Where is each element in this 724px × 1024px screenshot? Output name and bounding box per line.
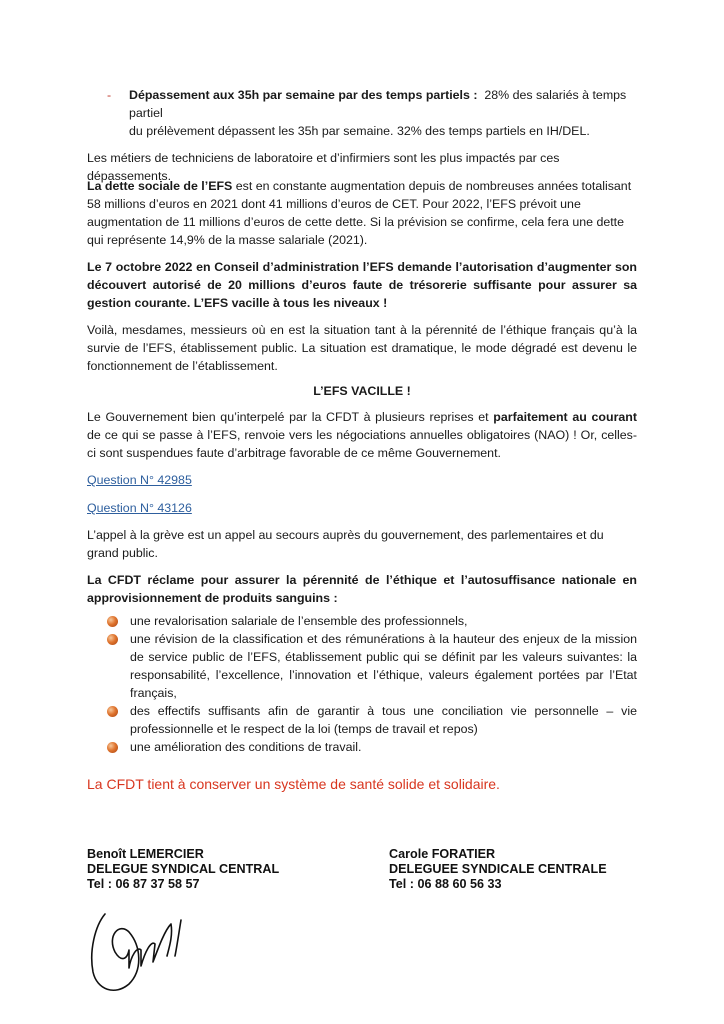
paragraph-metiers: Les métiers de techniciens de laboratoire et d’infirmiers sont les plus impactés par ces dépassements. [87, 151, 560, 183]
list-item [105, 702, 637, 738]
link-question-42985-wrap [87, 471, 637, 489]
signatory-right-tel: Tel : 06 88 60 56 33 [389, 877, 502, 891]
paragraph-reclame [87, 571, 637, 607]
dette-bold: La dette sociale de l’EFS [87, 179, 233, 193]
dash-item-line2: du prélèvement dépassent les 35h par semaine. 32% des temps partiels en IH/DEL. [129, 124, 590, 138]
dette-rest: est en constante augmentation depuis de nombreuses années totalisant 58 millions d’euros en 2021 dont 41 millions d’euros de CET. Pour 2022, l’EFS prévoit une augmentation de 11 millions d’euros de cette dette. Si la prévision se confirme, cela fera une dette qui représente 14,9% de la masse salariale (2021). [87, 179, 632, 247]
signatory-right-name: Carole FORATIER [389, 847, 496, 861]
signatory-left-tel: Tel : 06 87 37 58 57 [87, 877, 200, 891]
dash-item-line1: 28% des salariés à temps partiel [129, 88, 627, 120]
demand-text: une amélioration des conditions de travail. [130, 740, 362, 754]
signatory-left-name: Benoît LEMERCIER [87, 847, 204, 861]
conseil-bold: Le 7 octobre 2022 en Conseil d’administration l’EFS demande l’autorisation d’augmenter son découvert autorisé de 20 millions d’euros faute de trésorerie suffisante pour assurer sa gestion courante. L’EFS vacille à tous les niveaux ! [87, 260, 637, 310]
orange-bullet-icon [107, 616, 118, 627]
signatory-left [87, 847, 279, 892]
paragraph-gouvernement [87, 408, 637, 462]
dash-marker: - [107, 88, 112, 102]
paragraph-voila: Voilà, mesdames, messieurs où en est la situation tant à la pérennité de l’éthique français qu’à la survie de l’EFS, établissement public. La situation est dramatique, le mode dégradé est devenu le fonctionnement de l’établissement. [87, 323, 637, 373]
signatory-right [389, 847, 607, 892]
list-item [105, 738, 637, 756]
list-item [105, 612, 637, 630]
link-question-42985[interactable]: Question N° 42985 [87, 473, 192, 487]
orange-bullet-icon [107, 706, 118, 717]
handwritten-signature [85, 906, 195, 998]
gouv-part1: Le Gouvernement bien qu’interpelé par la CFDT à plusieurs reprises et [87, 410, 494, 424]
orange-bullet-icon [107, 634, 118, 645]
paragraph-appel: L’appel à la grève est un appel au secours auprès du gouvernement, des parlementaires et du grand public. [87, 528, 604, 560]
list-item [105, 630, 637, 702]
signatory-right-title: DELEGUEE SYNDICALE CENTRALE [389, 862, 607, 876]
orange-bullet-icon [107, 742, 118, 753]
paragraph-dette [87, 177, 637, 249]
gouv-bold: parfaitement au courant [493, 410, 637, 424]
demand-text: une révision de la classification et des rémunérations à la hauteur des enjeux de la mission de service public de l’EFS, établissement public qui se définit par les valeurs suivantes: la responsabilité, l’excellence, l’innovation et l’éthique, valeurs également portées par l’Etat français, [130, 632, 637, 700]
demands-list [105, 612, 637, 756]
paragraph-conseil [87, 258, 637, 312]
closing-statement: La CFDT tient à conserver un système de santé solide et solidaire. [87, 776, 500, 792]
link-question-43126-wrap [87, 499, 637, 517]
heading-efs-vacille [87, 382, 637, 400]
link-question-43126[interactable]: Question N° 43126 [87, 501, 192, 515]
heading-efs-vacille-text: L’EFS VACILLE ! [313, 384, 411, 398]
signatory-left-title: DELEGUE SYNDICAL CENTRAL [87, 862, 280, 876]
reclame-bold: La CFDT réclame pour assurer la pérennité de l’éthique et l’autosuffisance nationale en approvisionnement de produits sanguins : [87, 573, 637, 605]
gouv-part2: de ce qui se passe à l’EFS, renvoie vers les négociations annuelles obligatoires (NAO) ! Or, celles-ci sont suspendues faute d’arbitrage favorable de ce même Gouvernement. [87, 428, 637, 460]
demand-text: des effectifs suffisants afin de garantir à tous une conciliation vie personnelle – vie professionnelle et le respect de la loi (temps de travail et repos) [130, 704, 637, 736]
dash-item-title: Dépassement aux 35h par semaine par des temps partiels : [129, 88, 478, 102]
dash-list-item [107, 86, 637, 140]
demand-text: une revalorisation salariale de l’ensemble des professionnels, [130, 614, 468, 628]
